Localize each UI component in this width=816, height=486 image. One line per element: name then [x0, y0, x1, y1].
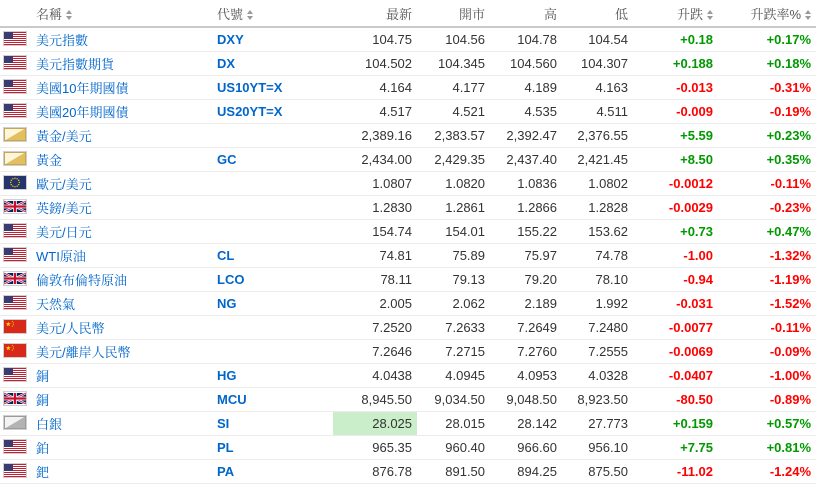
instrument-name-cell: [34, 460, 215, 484]
flag-cell: [0, 220, 34, 244]
uk-flag-icon: [3, 199, 27, 214]
open-price-cell: 79.13: [417, 268, 490, 292]
flag-cell: [0, 100, 34, 124]
low-price-cell: 875.50: [562, 460, 633, 484]
instrument-code-link[interactable]: US10YT=X: [217, 80, 283, 95]
instrument-name-cell: [34, 52, 215, 76]
instrument-code-link[interactable]: LCO: [217, 272, 245, 287]
change-cell: -1.00: [633, 244, 718, 268]
change-pct-cell: -0.23%: [718, 196, 816, 220]
table-row: [0, 100, 816, 124]
instrument-name-cell: [34, 27, 215, 52]
column-label: 高: [544, 6, 558, 22]
us-flag-icon: [3, 295, 27, 310]
table-row: [0, 364, 816, 388]
instrument-name-link[interactable]: 美元指數期貨: [36, 57, 115, 72]
low-price-cell: 956.10: [562, 436, 633, 460]
last-price-cell: 104.75: [333, 27, 417, 52]
change-cell: -0.013: [633, 76, 718, 100]
change-cell: -0.009: [633, 100, 718, 124]
eu-flag-icon: [3, 175, 27, 190]
high-price-cell: 4.189: [490, 76, 562, 100]
last-price-cell: 2.005: [333, 292, 417, 316]
change-cell: +8.50: [633, 148, 718, 172]
last-price-cell: 1.2830: [333, 196, 417, 220]
table-row: [0, 148, 816, 172]
high-price-cell: 75.97: [490, 244, 562, 268]
low-price-cell: 1.2828: [562, 196, 633, 220]
change-cell: +7.75: [633, 436, 718, 460]
instrument-name-link[interactable]: 黃金/美元: [36, 129, 92, 144]
instrument-name-link[interactable]: 銅: [36, 369, 50, 384]
table-row: [0, 76, 816, 100]
open-price-cell: 4.177: [417, 76, 490, 100]
high-price-cell: 4.0953: [490, 364, 562, 388]
flag-cell: [0, 27, 34, 52]
flag-cell: [0, 244, 34, 268]
us-flag-icon: [3, 79, 27, 94]
instrument-name-link[interactable]: 黃金: [36, 153, 63, 168]
cn-flag-icon: [3, 343, 27, 358]
flag-cell: [0, 364, 34, 388]
last-price-cell: 8,945.50: [333, 388, 417, 412]
last-price-cell: 965.35: [333, 436, 417, 460]
instrument-code-link[interactable]: CL: [217, 248, 235, 263]
open-price-cell: 28.015: [417, 412, 490, 436]
instrument-code-cell: [215, 52, 333, 76]
instrument-name-link[interactable]: 倫敦布倫特原油: [36, 273, 128, 288]
low-price-cell: 1.0802: [562, 172, 633, 196]
instrument-code-cell: [215, 148, 333, 172]
change-pct-cell: +0.17%: [718, 27, 816, 52]
change-cell: -0.94: [633, 268, 718, 292]
change-pct-cell: +0.81%: [718, 436, 816, 460]
flag-cell: [0, 412, 34, 436]
column-header-code[interactable]: [215, 0, 333, 27]
flag-cell: [0, 388, 34, 412]
high-price-cell: 104.560: [490, 52, 562, 76]
sort-arrows-icon: [805, 10, 811, 20]
instrument-code-link[interactable]: SI: [217, 416, 230, 431]
change-pct-cell: -1.19%: [718, 268, 816, 292]
table-body: [0, 27, 816, 484]
table-row: [0, 388, 816, 412]
high-price-cell: 7.2760: [490, 340, 562, 364]
table-row: [0, 124, 816, 148]
instrument-name-cell: [34, 412, 215, 436]
uk-flag-icon: [3, 391, 27, 406]
instrument-name-link[interactable]: 白銀: [36, 417, 63, 432]
last-price-cell: 74.81: [333, 244, 417, 268]
column-label: 最新: [386, 6, 413, 22]
instrument-name-link[interactable]: 美國10年期國債: [36, 81, 129, 96]
instrument-name-cell: [34, 436, 215, 460]
open-price-cell: 2.062: [417, 292, 490, 316]
last-price-cell: 4.164: [333, 76, 417, 100]
change-pct-cell: -1.52%: [718, 292, 816, 316]
flag-cell: [0, 436, 34, 460]
change-pct-cell: -0.31%: [718, 76, 816, 100]
sort-arrows-icon: [707, 10, 713, 20]
change-cell: +0.159: [633, 412, 718, 436]
instrument-name-cell: [34, 76, 215, 100]
flag-cell: [0, 460, 34, 484]
change-pct-cell: -0.11%: [718, 316, 816, 340]
high-price-cell: 966.60: [490, 436, 562, 460]
instrument-name-link[interactable]: 美國20年期國債: [36, 105, 129, 120]
flag-cell: [0, 52, 34, 76]
flag-cell: [0, 340, 34, 364]
instrument-name-link[interactable]: 美元/日元: [36, 225, 92, 240]
high-price-cell: 2,437.40: [490, 148, 562, 172]
instrument-name-cell: [34, 292, 215, 316]
sort-arrows-icon: [247, 10, 253, 20]
us-flag-icon: [3, 55, 27, 70]
gold-ingot-icon: [3, 151, 27, 166]
open-price-cell: 104.56: [417, 27, 490, 52]
open-price-cell: 7.2715: [417, 340, 490, 364]
column-label: 升跌: [677, 6, 704, 22]
instrument-code-cell: [215, 292, 333, 316]
instrument-name-link[interactable]: 美元/離岸人民幣: [36, 345, 131, 360]
table-header: [0, 0, 816, 27]
change-cell: -0.0407: [633, 364, 718, 388]
instrument-code-link[interactable]: PL: [217, 440, 234, 455]
flag-cell: [0, 268, 34, 292]
instrument-name-link[interactable]: 歐元/美元: [36, 177, 92, 192]
low-price-cell: 74.78: [562, 244, 633, 268]
column-header-open: [417, 0, 490, 27]
table-row: [0, 27, 816, 52]
change-pct-cell: -0.09%: [718, 340, 816, 364]
instrument-code-cell: [215, 100, 333, 124]
open-price-cell: 891.50: [417, 460, 490, 484]
us-flag-icon: [3, 439, 27, 454]
low-price-cell: 104.307: [562, 52, 633, 76]
low-price-cell: 7.2555: [562, 340, 633, 364]
instrument-name-cell: [34, 148, 215, 172]
high-price-cell: 2,392.47: [490, 124, 562, 148]
table-row: [0, 436, 816, 460]
column-header-last: [333, 0, 417, 27]
high-price-cell: 1.2866: [490, 196, 562, 220]
column-header-change[interactable]: [633, 0, 718, 27]
last-price-cell: 154.74: [333, 220, 417, 244]
high-price-cell: 4.535: [490, 100, 562, 124]
instrument-name-cell: [34, 196, 215, 220]
instrument-name-link[interactable]: 銅: [36, 393, 50, 408]
instrument-name-cell: [34, 172, 215, 196]
last-price-cell: 4.517: [333, 100, 417, 124]
uk-flag-icon: [3, 271, 27, 286]
flag-cell: [0, 316, 34, 340]
instrument-code-cell: [215, 244, 333, 268]
instrument-name-cell: [34, 100, 215, 124]
instrument-name-cell: [34, 364, 215, 388]
us-flag-icon: [3, 247, 27, 262]
silver-ingot-icon: [3, 415, 27, 430]
instrument-code-link[interactable]: DXY: [217, 32, 244, 47]
high-price-cell: 79.20: [490, 268, 562, 292]
instrument-name-link[interactable]: 鈀: [36, 465, 50, 480]
instrument-code-cell: [215, 124, 333, 148]
gold-ingot-icon: [3, 127, 27, 142]
instrument-code-cell: [215, 412, 333, 436]
instrument-name-link[interactable]: 英鎊/美元: [36, 201, 92, 216]
column-label: 名稱: [36, 6, 63, 22]
low-price-cell: 153.62: [562, 220, 633, 244]
table-row: [0, 340, 816, 364]
low-price-cell: 7.2480: [562, 316, 633, 340]
open-price-cell: 4.521: [417, 100, 490, 124]
instrument-code-cell: [215, 196, 333, 220]
instrument-code-cell: [215, 364, 333, 388]
table-row: [0, 412, 816, 436]
flag-cell: [0, 292, 34, 316]
change-pct-cell: +0.47%: [718, 220, 816, 244]
low-price-cell: 78.10: [562, 268, 633, 292]
open-price-cell: 2,383.57: [417, 124, 490, 148]
table-row: [0, 172, 816, 196]
instrument-name-link[interactable]: WTI原油: [36, 249, 86, 264]
high-price-cell: 1.0836: [490, 172, 562, 196]
instrument-name-cell: [34, 268, 215, 292]
instrument-code-link[interactable]: MCU: [217, 392, 247, 407]
instrument-code-cell: [215, 220, 333, 244]
instrument-name-link[interactable]: 美元指數: [36, 33, 89, 48]
change-pct-cell: -0.89%: [718, 388, 816, 412]
instrument-name-cell: [34, 316, 215, 340]
change-pct-cell: +0.23%: [718, 124, 816, 148]
last-price-cell: 1.0807: [333, 172, 417, 196]
change-cell: -0.0077: [633, 316, 718, 340]
table-row: [0, 316, 816, 340]
change-pct-cell: +0.57%: [718, 412, 816, 436]
instrument-code-cell: [215, 172, 333, 196]
column-header-low: [562, 0, 633, 27]
column-label: 低: [615, 6, 629, 22]
change-cell: -0.0069: [633, 340, 718, 364]
instrument-code-link[interactable]: NG: [217, 296, 237, 311]
change-cell: -11.02: [633, 460, 718, 484]
change-pct-cell: -0.19%: [718, 100, 816, 124]
open-price-cell: 1.2861: [417, 196, 490, 220]
change-pct-cell: +0.35%: [718, 148, 816, 172]
high-price-cell: 104.78: [490, 27, 562, 52]
change-cell: +0.73: [633, 220, 718, 244]
sort-arrows-icon: [66, 10, 72, 20]
low-price-cell: 27.773: [562, 412, 633, 436]
low-price-cell: 1.992: [562, 292, 633, 316]
instrument-name-cell: [34, 340, 215, 364]
instrument-code-cell: [215, 316, 333, 340]
open-price-cell: 4.0945: [417, 364, 490, 388]
last-price-cell: 2,434.00: [333, 148, 417, 172]
last-price-cell: 4.0438: [333, 364, 417, 388]
last-price-cell: 78.11: [333, 268, 417, 292]
high-price-cell: 894.25: [490, 460, 562, 484]
instrument-code-link[interactable]: US20YT=X: [217, 104, 283, 119]
high-price-cell: 155.22: [490, 220, 562, 244]
instrument-name-cell: [34, 244, 215, 268]
open-price-cell: 75.89: [417, 244, 490, 268]
instrument-code-cell: [215, 340, 333, 364]
instrument-code-cell: [215, 436, 333, 460]
last-price-cell: 104.502: [333, 52, 417, 76]
low-price-cell: 2,376.55: [562, 124, 633, 148]
change-cell: +0.18: [633, 27, 718, 52]
table-row: [0, 244, 816, 268]
column-label: 升跌率%: [750, 6, 802, 22]
us-flag-icon: [3, 367, 27, 382]
flag-cell: [0, 196, 34, 220]
change-pct-cell: -0.11%: [718, 172, 816, 196]
last-price-cell: 7.2646: [333, 340, 417, 364]
instrument-code-cell: [215, 388, 333, 412]
instrument-code-cell: [215, 268, 333, 292]
instrument-name-link[interactable]: 鉑: [36, 441, 50, 456]
table-row: [0, 268, 816, 292]
high-price-cell: 7.2649: [490, 316, 562, 340]
column-label: 代號: [217, 6, 244, 22]
column-header-name[interactable]: [0, 0, 215, 27]
us-flag-icon: [3, 463, 27, 478]
open-price-cell: 1.0820: [417, 172, 490, 196]
cn-flag-icon: [3, 319, 27, 334]
instrument-name-cell: [34, 388, 215, 412]
change-pct-cell: +0.18%: [718, 52, 816, 76]
change-pct-cell: -1.24%: [718, 460, 816, 484]
instrument-code-link[interactable]: DX: [217, 56, 236, 71]
instrument-code-cell: [215, 27, 333, 52]
instrument-code-cell: [215, 460, 333, 484]
low-price-cell: 4.511: [562, 100, 633, 124]
open-price-cell: 104.345: [417, 52, 490, 76]
last-price-cell: 28.025: [333, 412, 417, 436]
change-cell: +0.188: [633, 52, 718, 76]
change-cell: -0.031: [633, 292, 718, 316]
last-price-cell: 876.78: [333, 460, 417, 484]
flag-cell: [0, 76, 34, 100]
instrument-name-link[interactable]: 天然氣: [36, 297, 76, 312]
flag-cell: [0, 124, 34, 148]
low-price-cell: 104.54: [562, 27, 633, 52]
us-flag-icon: [3, 223, 27, 238]
instrument-code-link[interactable]: PA: [217, 464, 235, 479]
change-cell: -0.0029: [633, 196, 718, 220]
high-price-cell: 9,048.50: [490, 388, 562, 412]
us-flag-icon: [3, 103, 27, 118]
change-cell: +5.59: [633, 124, 718, 148]
low-price-cell: 4.0328: [562, 364, 633, 388]
column-label: 開市: [459, 6, 486, 22]
open-price-cell: 9,034.50: [417, 388, 490, 412]
open-price-cell: 2,429.35: [417, 148, 490, 172]
instrument-name-cell: [34, 220, 215, 244]
instrument-code-link[interactable]: GC: [217, 152, 237, 167]
table-row: [0, 292, 816, 316]
us-flag-icon: [3, 31, 27, 46]
instrument-code-cell: [215, 76, 333, 100]
change-cell: -0.0012: [633, 172, 718, 196]
low-price-cell: 8,923.50: [562, 388, 633, 412]
open-price-cell: 154.01: [417, 220, 490, 244]
flag-cell: [0, 148, 34, 172]
column-header-high: [490, 0, 562, 27]
instrument-name-link[interactable]: 美元/人民幣: [36, 321, 105, 336]
table-row: [0, 460, 816, 484]
last-price-cell: 7.2520: [333, 316, 417, 340]
open-price-cell: 960.40: [417, 436, 490, 460]
flag-cell: [0, 172, 34, 196]
table-row: [0, 196, 816, 220]
low-price-cell: 4.163: [562, 76, 633, 100]
column-header-change_pct[interactable]: [718, 0, 816, 27]
instrument-name-cell: [34, 124, 215, 148]
header-row: [0, 0, 816, 27]
high-price-cell: 28.142: [490, 412, 562, 436]
instrument-code-link[interactable]: HG: [217, 368, 237, 383]
open-price-cell: 7.2633: [417, 316, 490, 340]
table-row: [0, 52, 816, 76]
table-row: [0, 220, 816, 244]
change-pct-cell: -1.00%: [718, 364, 816, 388]
change-pct-cell: -1.32%: [718, 244, 816, 268]
low-price-cell: 2,421.45: [562, 148, 633, 172]
last-price-cell: 2,389.16: [333, 124, 417, 148]
change-cell: -80.50: [633, 388, 718, 412]
high-price-cell: 2.189: [490, 292, 562, 316]
